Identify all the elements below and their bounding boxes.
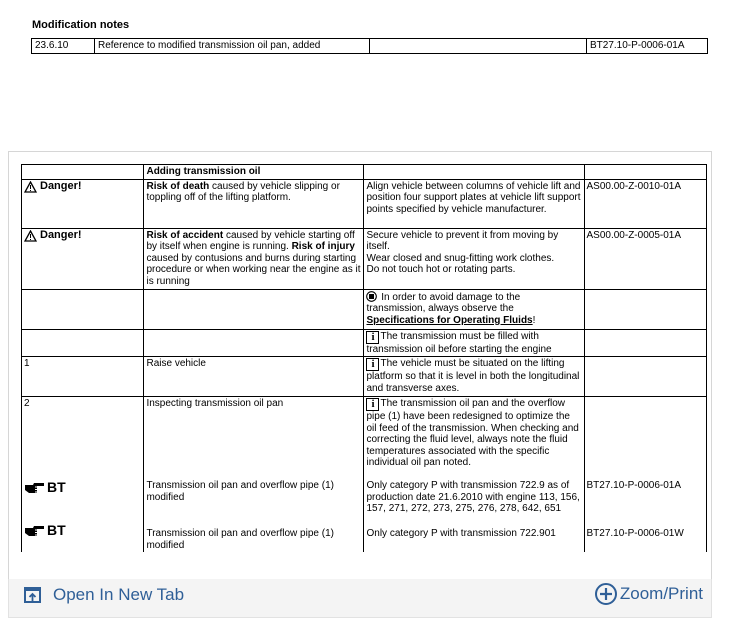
info-icon: i [366, 398, 379, 411]
warning-triangle-icon [24, 181, 37, 193]
danger-measure: Secure vehicle to prevent it from moving by itself. Wear closed and snug-fitting work clothes. Do not touch hot or rotating parts. [364, 228, 584, 289]
modification-notes-title: Modification notes [32, 19, 130, 31]
step-text: Inspecting transmission oil pan [146, 398, 284, 409]
step-note: i The transmission oil pan and the overflow pipe (1) have been redesigned to optimize the oil feed of the transmission. When checking and correcting the fluid level, always note the fluid temperatures associated with the specific individual oil pan noted. [366, 398, 579, 468]
document-viewer[interactable] [8, 151, 712, 580]
open-in-new-tab-button[interactable]: Open In New Tab [23, 585, 184, 605]
table-row [22, 165, 707, 180]
plus-circle-icon [594, 582, 618, 606]
table-row [22, 397, 707, 553]
danger-measure: Align vehicle between columns of vehicle lift and position four support plates at vehicle lift support points specified by vehicle manufacturer. [364, 179, 584, 228]
pointing-hand-icon [24, 525, 46, 537]
table-row [32, 39, 708, 54]
bt-label: BT [24, 482, 141, 494]
table-row [22, 329, 707, 357]
section-header: Adding transmission oil [144, 165, 364, 180]
info-icon: i [366, 358, 379, 371]
danger-label: Danger! [24, 230, 141, 242]
table-row [22, 228, 707, 289]
bt-code[interactable]: BT27.10-P-0006-01W [586, 528, 684, 539]
danger-text: Risk of death caused by vehicle slipping or toppling off of the lifting platform. [144, 179, 364, 228]
bt-note: Only category P with transmission 722.901 [366, 528, 556, 539]
step-note: i The vehicle must be situated on the lifting platform so that it is level in both the longitudinal and transverse axes. [364, 357, 584, 397]
bt-text: Transmission oil pan and overflow pipe (1) modified [146, 528, 334, 551]
viewer-toolbar [8, 579, 712, 618]
table-row [22, 179, 707, 228]
step-number: 1 [22, 357, 144, 397]
specifications-link[interactable]: Specifications for Operating Fluids [366, 314, 533, 326]
note-fill: i The transmission must be filled with transmission oil before starting the engine [364, 329, 584, 357]
danger-label: Danger! [24, 181, 141, 193]
warning-triangle-icon [24, 230, 37, 242]
note-avoid: In order to avoid damage to the transmission, always observe the Specifications for Operating Fluids! [364, 289, 584, 329]
info-icon: i [366, 331, 379, 344]
mod-text: Reference to modified transmission oil pan, added [95, 39, 370, 54]
caution-circle-icon [366, 291, 377, 302]
open-new-tab-icon [23, 585, 43, 605]
step-number: 2 [24, 398, 30, 409]
table-row [22, 357, 707, 397]
danger-code[interactable]: AS00.00-Z-0010-01A [584, 179, 707, 228]
table-row [22, 289, 707, 329]
modification-table [31, 38, 708, 54]
procedure-table [21, 164, 707, 552]
step-text: Raise vehicle [144, 357, 364, 397]
zoom-print-button[interactable]: Zoom/Print [594, 582, 703, 606]
pointing-hand-icon [24, 482, 46, 494]
mod-code[interactable]: BT27.10-P-0006-01A [587, 39, 708, 54]
mod-blank [370, 39, 587, 54]
bt-note: Only category P with transmission 722.9 as of production date 21.6.2010 with engine 113, 156, 157, 271, 272, 273, 275, 276, 278, 642, 651 [366, 480, 580, 514]
bt-label: BT [24, 525, 141, 537]
mod-date: 23.6.10 [32, 39, 95, 54]
bt-text: Transmission oil pan and overflow pipe (1) modified [146, 480, 334, 503]
danger-text: Risk of accident caused by vehicle starting off by itself when engine is running. Risk of injury caused by contusions and burns during starting procedure or when working near the engine as it is running [144, 228, 364, 289]
danger-code[interactable]: AS00.00-Z-0005-01A [584, 228, 707, 289]
bt-code[interactable]: BT27.10-P-0006-01A [586, 480, 682, 491]
